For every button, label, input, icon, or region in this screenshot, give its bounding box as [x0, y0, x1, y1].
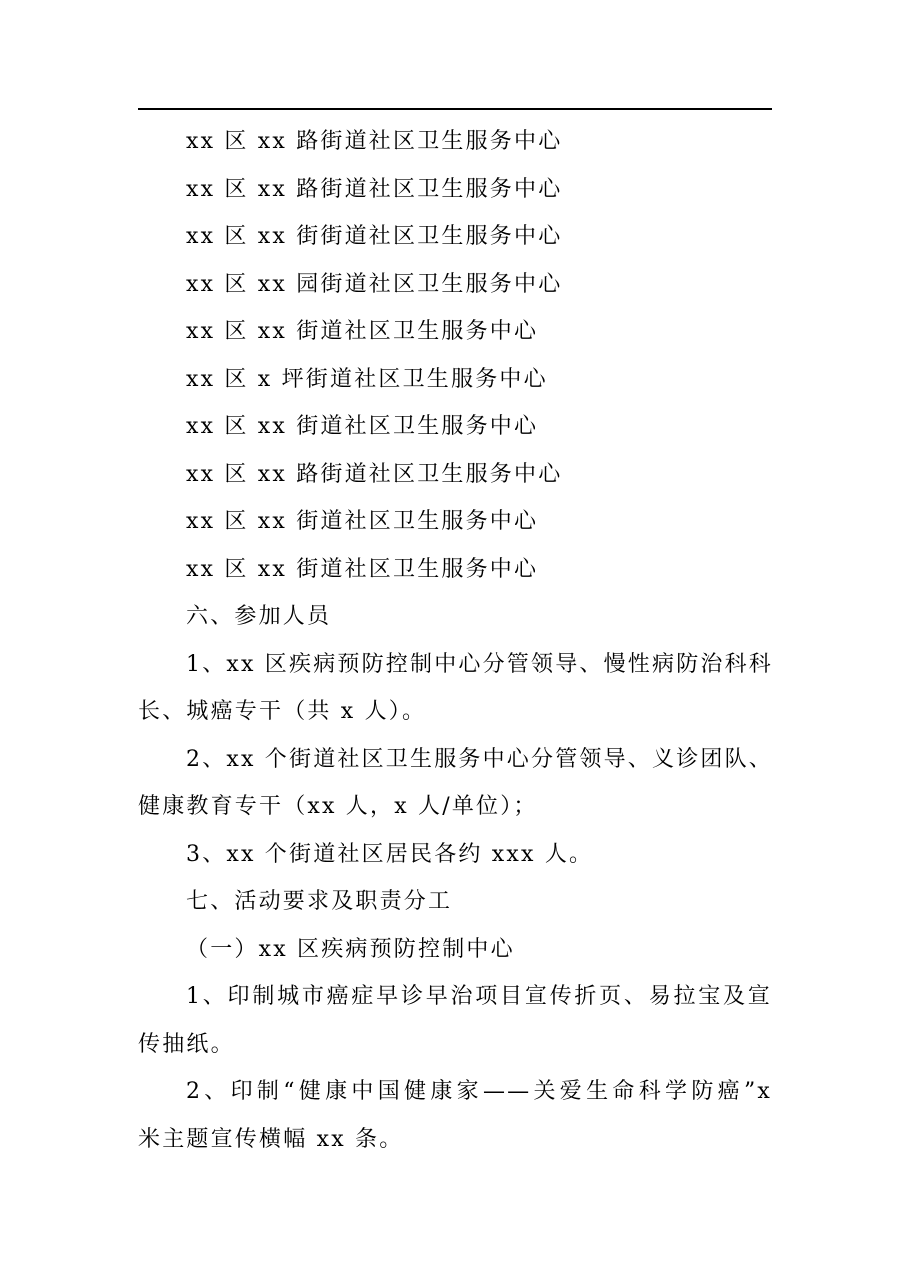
section-heading-6: 六、参加人员: [186, 604, 332, 629]
paragraph-line: 2、xx 个街道社区卫生服务中心分管领导、义诊团队、: [186, 746, 774, 772]
paragraph-line: 2、印制“健康中国健康家——关爱生命科学防癌”x: [186, 1079, 772, 1104]
paragraph-line: 长、城癌专干（共 x 人）。: [138, 699, 427, 724]
list-item: xx 区 xx 街道社区卫生服务中心: [186, 414, 539, 439]
paragraph-line: 1、xx 区疾病预防控制中心分管领导、慢性病防治科科: [186, 651, 774, 677]
list-item: xx 区 xx 街街道社区卫生服务中心: [186, 224, 563, 249]
document-body: [138, 118, 772, 1163]
section-heading-7: 七、活动要求及职责分工: [186, 889, 453, 914]
list-item: xx 区 xx 街道社区卫生服务中心: [186, 556, 539, 582]
list-item: xx 区 xx 路街道社区卫生服务中心: [186, 461, 563, 487]
list-item: xx 区 xx 路街道社区卫生服务中心: [186, 129, 563, 154]
paragraph-line: 3、xx 个街道社区居民各约 xxx 人。: [186, 841, 594, 867]
paragraph-line: 健康教育专干（xx 人，x 人/单位）；: [138, 794, 538, 819]
list-item: xx 区 x 坪街道社区卫生服务中心: [186, 366, 548, 392]
paragraph-line: 米主题宣传横幅 xx 条。: [138, 1126, 404, 1152]
list-item: xx 区 xx 街道社区卫生服务中心: [186, 509, 539, 534]
list-item: xx 区 xx 路街道社区卫生服务中心: [186, 176, 563, 202]
list-item: xx 区 xx 街道社区卫生服务中心: [186, 319, 539, 344]
list-item: xx 区 xx 园街道社区卫生服务中心: [186, 271, 563, 297]
paragraph-line: 传抽纸。: [138, 1031, 235, 1057]
header-rule: [138, 108, 772, 110]
subsection-heading: （一）xx 区疾病预防控制中心: [186, 936, 515, 962]
paragraph-line: 1、印制城市癌症早诊早治项目宣传折页、易拉宝及宣: [186, 984, 772, 1009]
